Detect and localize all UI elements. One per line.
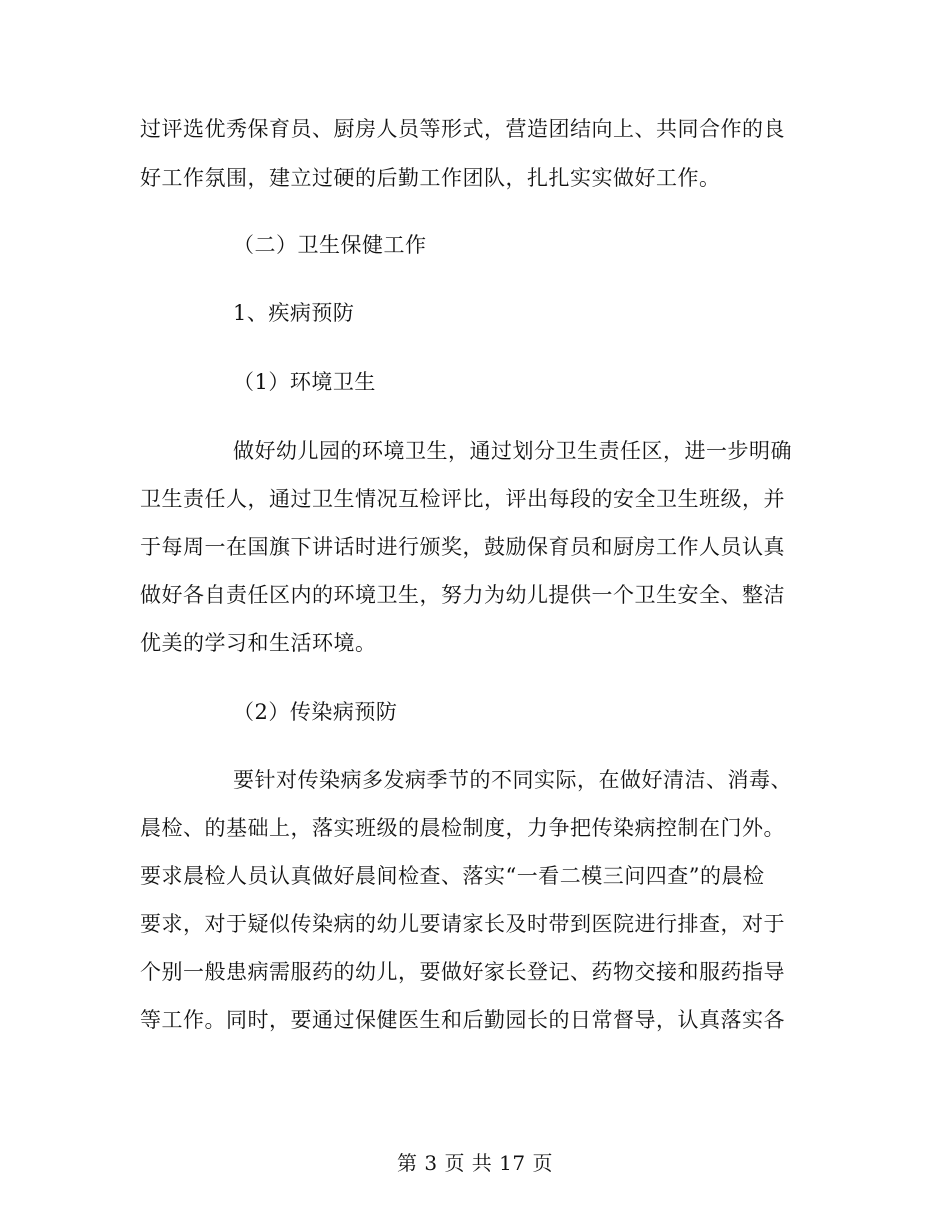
paragraph-line: 要针对传染病多发病季节的不同实际，在做好清洁、消毒、 <box>233 768 792 792</box>
item-heading-environment: （1）环境卫生 <box>233 370 376 394</box>
paragraph-line: 过评选优秀保育员、厨房人员等形式，营造团结向上、共同合作的良 <box>140 117 785 141</box>
paragraph-line: 做好各自责任区内的环境卫生，努力为幼儿提供一个卫生安全、整洁 <box>140 583 785 607</box>
paragraph-line: 优美的学习和生活环境。 <box>140 631 377 655</box>
paragraph-line: 个别一般患病需服药的幼儿，要做好家长登记、药物交接和服药指导 <box>140 960 785 984</box>
paragraph-line: 晨检、的基础上，落实班级的晨检制度，力争把传染病控制在门外。 <box>140 816 785 840</box>
page-number-footer: 第 3 页 共 17 页 <box>397 1151 553 1175</box>
item-heading-infectious: （2）传染病预防 <box>233 700 398 724</box>
section-heading: （二）卫生保健工作 <box>233 233 427 257</box>
paragraph-line: 要求，对于疑似传染病的幼儿要请家长及时带到医院进行排查，对于 <box>140 912 785 936</box>
subsection-heading: 1、疾病预防 <box>233 301 355 325</box>
paragraph-line: 于每周一在国旗下讲话时进行颁奖，鼓励保育员和厨房工作人员认真 <box>140 535 785 559</box>
paragraph-line: 等工作。同时，要通过保健医生和后勤园长的日常督导，认真落实各 <box>140 1008 785 1032</box>
paragraph-line: 做好幼儿园的环境卫生，通过划分卫生责任区，进一步明确 <box>233 439 792 463</box>
paragraph-line: 要求晨检人员认真做好晨间检查、落实“一看二模三问四查”的晨检 <box>140 864 765 888</box>
paragraph-line: 卫生责任人，通过卫生情况互检评比，评出每段的安全卫生班级，并 <box>140 487 785 511</box>
paragraph-line: 好工作氛围，建立过硬的后勤工作团队，扎扎实实做好工作。 <box>140 166 721 190</box>
